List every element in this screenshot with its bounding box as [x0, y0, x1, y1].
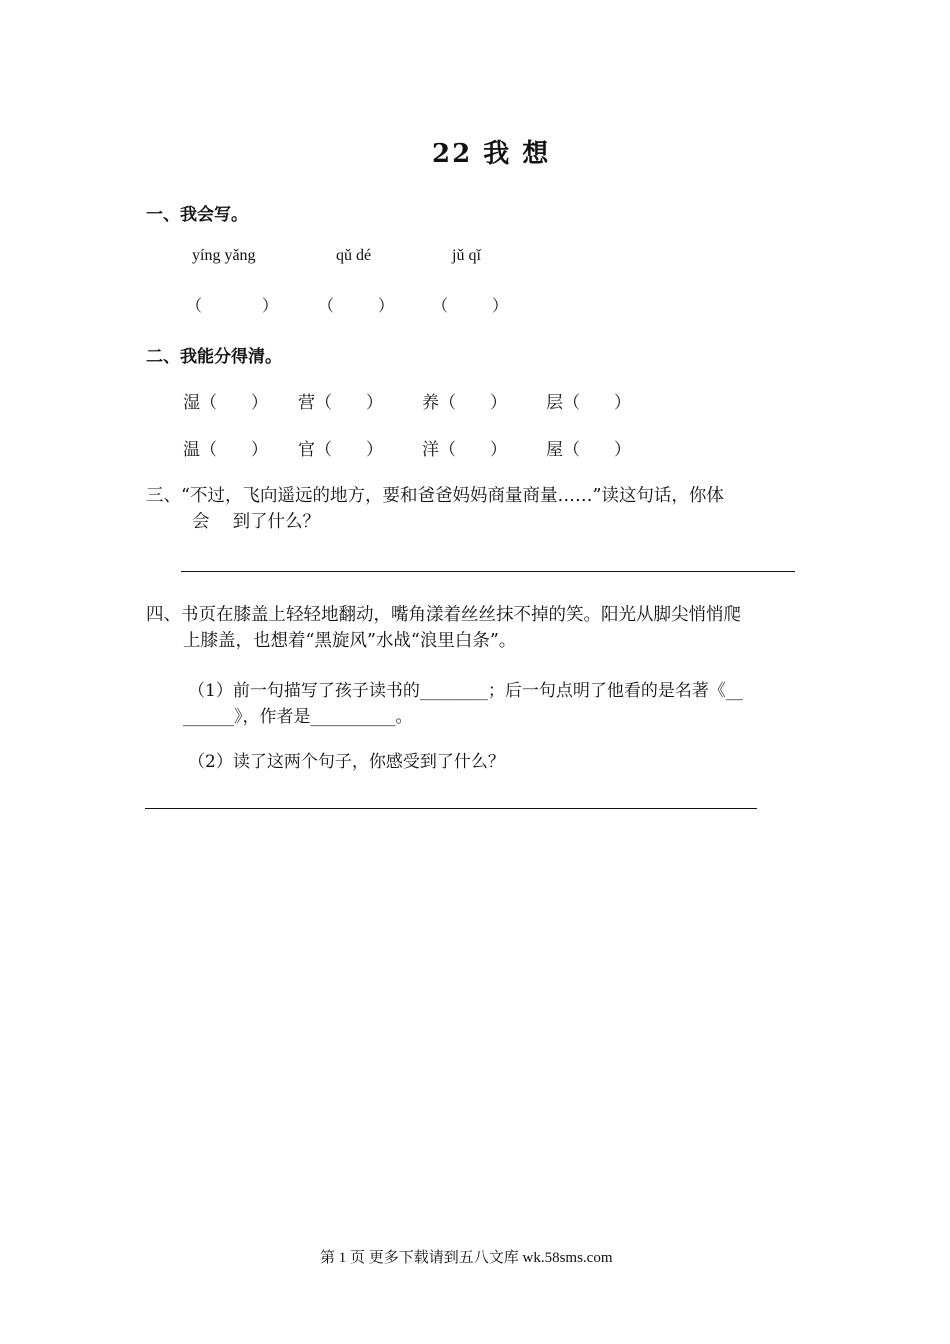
char-pair-item: 官（ ）: [298, 440, 383, 460]
pinyin-1: yíng yǎng: [192, 247, 256, 264]
char-pair-item: 养（ ）: [422, 393, 507, 413]
answer-blank-2-close: ）: [378, 296, 395, 315]
pinyin-3: jǔ qǐ: [452, 247, 481, 264]
question-1-line2: ______》，作者是__________。: [183, 707, 413, 727]
section4-text-line1: 四、书页在膝盖上轻轻地翻动，嘴角漾着丝丝抹不掉的笑。阳光从脚尖悄悄爬: [146, 605, 741, 625]
answer-blank-3-close: ）: [492, 296, 509, 315]
answer-blank-1-open: （: [186, 296, 203, 315]
char-pair-item: 洋（ ）: [422, 440, 507, 460]
pinyin-2: qǔ dé: [336, 247, 372, 264]
section4-text-line2: 上膝盖，也想着“黑旋风”水战“浪里白条”。: [183, 631, 517, 651]
question-1-line1: （1）前一句描写了孩子读书的________；后一句点明了他看的是名著《__: [188, 681, 743, 701]
section2-heading: 二、我能分得清。: [146, 347, 282, 367]
question-2: （2）读了这两个句子，你感受到了什么？: [188, 752, 505, 772]
char-pair-item: 层（ ）: [546, 393, 631, 413]
char-pair-item: 营（ ）: [298, 393, 383, 413]
answer-line-section3: [181, 571, 795, 572]
char-pair-item: 温（ ）: [183, 440, 268, 460]
char-pair-item: 屋（ ）: [546, 440, 631, 460]
answer-blank-1-close: ）: [262, 296, 279, 315]
page-title: 22 我 想: [432, 139, 551, 169]
page-footer: 第 1 页 更多下载请到五八文库 wk.58sms.com: [320, 1250, 613, 1266]
section3-text-line2: 会 到了什么？: [192, 512, 321, 532]
answer-blank-2-open: （: [318, 296, 335, 315]
answer-line-section4: [145, 808, 757, 809]
section3-text-line1: 三、“不过，飞向遥远的地方，要和爸爸妈妈商量商量……”读这句话，你体: [146, 486, 724, 506]
answer-blank-3-open: （: [432, 296, 449, 315]
char-pair-item: 湿（ ）: [183, 393, 268, 413]
section1-heading: 一、我会写。: [146, 205, 248, 225]
